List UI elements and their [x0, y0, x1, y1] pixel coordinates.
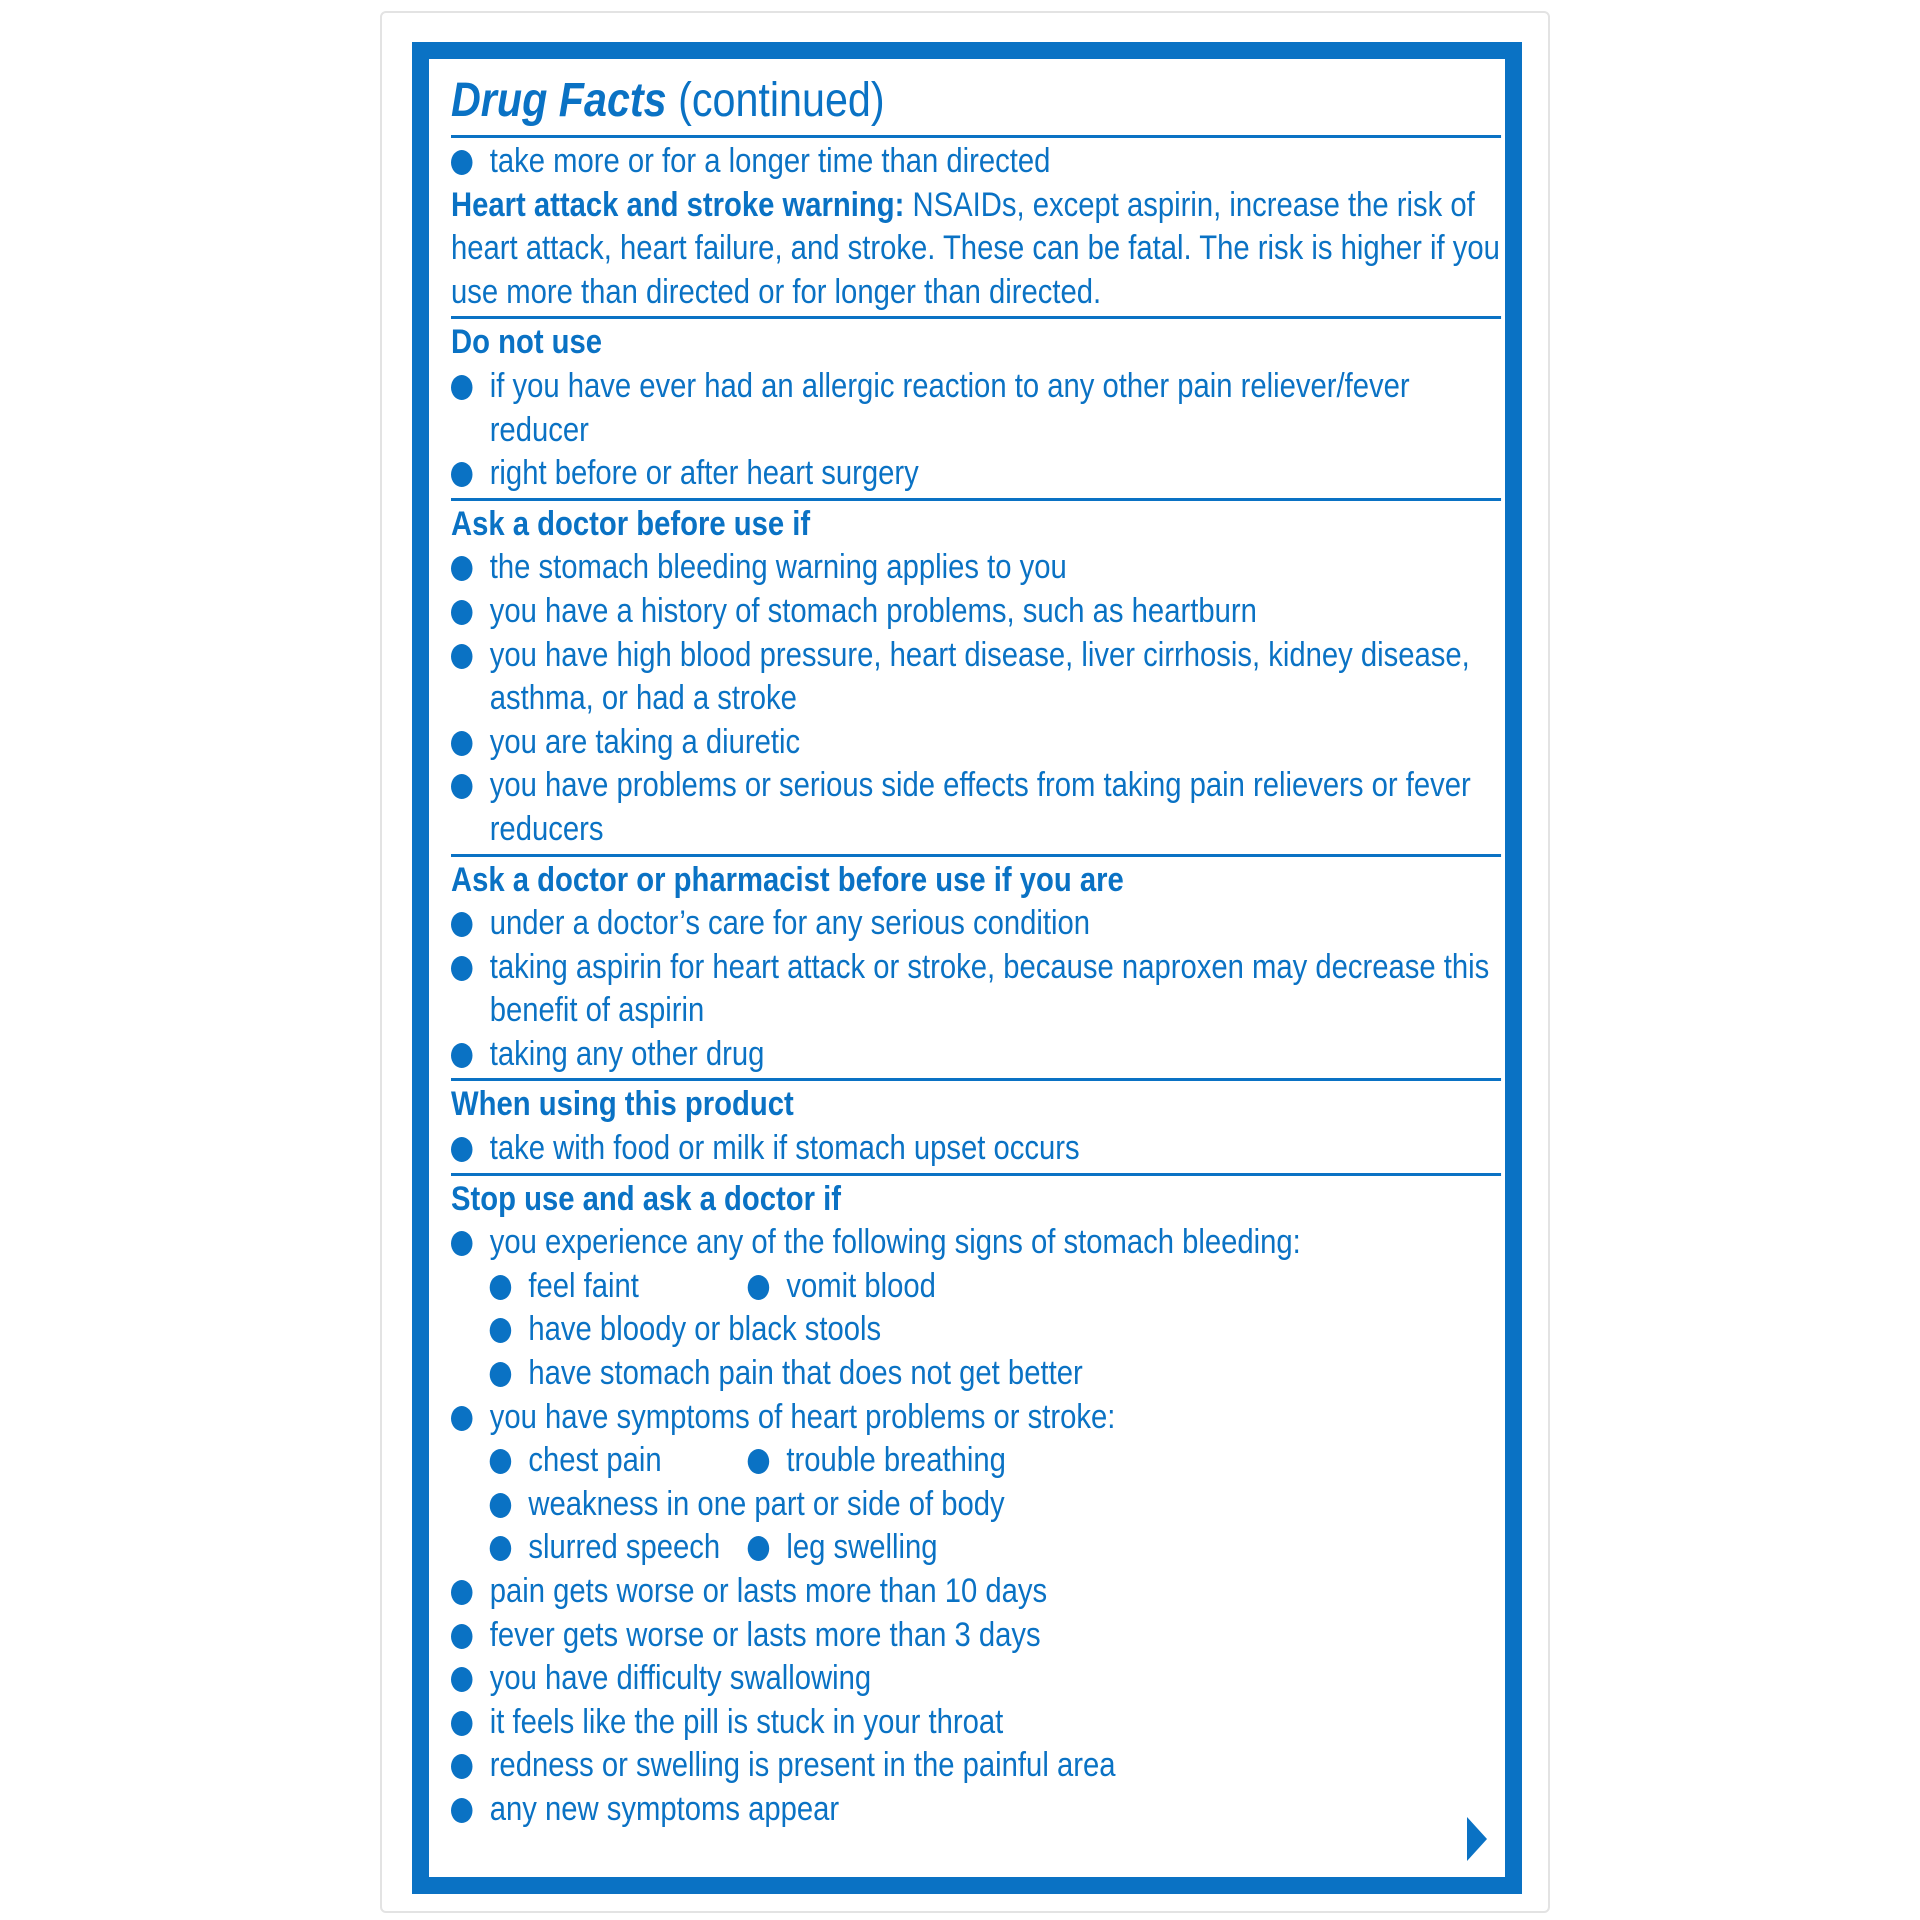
- bullet-dot-icon: [490, 1362, 512, 1387]
- item-text: if you have ever had an allergic reaction to any other pain reliever/fever reducer: [489, 366, 1410, 449]
- sub-list-item: [490, 1308, 881, 1352]
- bullet-dot-icon: [451, 375, 473, 400]
- item-text: the stomach bleeding warning applies to you: [489, 548, 1067, 587]
- sub-list-item: [748, 1439, 1006, 1483]
- bullet-dot-icon: [451, 912, 473, 937]
- bullet-dot-icon: [451, 1231, 473, 1256]
- list-item: [451, 902, 1501, 946]
- list-item: [451, 546, 1501, 590]
- item-text: you experience any of the following signs of stomach bleeding:: [489, 1223, 1301, 1262]
- bullet-dot-icon: [451, 1754, 473, 1779]
- bullet-dot-icon: [451, 1406, 473, 1431]
- section-heading: Ask a doctor before use if: [451, 504, 811, 543]
- item-text: take with food or milk if stomach upset occurs: [489, 1129, 1080, 1168]
- item-text: fever gets worse or lasts more than 3 days: [489, 1615, 1041, 1654]
- list-item: [451, 1744, 1501, 1788]
- list-item: [451, 1701, 1501, 1745]
- item-text: vomit blood: [786, 1266, 936, 1305]
- list-item: [451, 1614, 1501, 1658]
- list-item: [451, 1570, 1501, 1614]
- item-text: have bloody or black stools: [528, 1310, 882, 1349]
- item-text: right before or after heart surgery: [489, 454, 919, 493]
- sub-list-item: [490, 1352, 1083, 1396]
- list-item: [451, 1396, 1501, 1440]
- bullet-dot-icon: [451, 774, 473, 799]
- list-item: [451, 1657, 1501, 1701]
- section-heading: Stop use and ask a doctor if: [451, 1179, 841, 1218]
- when-using-section: [451, 1081, 1501, 1172]
- bullet-dot-icon: [490, 1449, 512, 1474]
- list-item: [451, 590, 1501, 634]
- bullet-dot-icon: [490, 1536, 512, 1561]
- list-item: [451, 721, 1501, 765]
- heart-warning: [451, 184, 1501, 315]
- heart-warning-label: Heart attack and stroke warning:: [451, 185, 905, 224]
- item-text: taking any other drug: [489, 1034, 765, 1073]
- bullet-dot-icon: [451, 1137, 473, 1162]
- bullet-dot-icon: [748, 1449, 770, 1474]
- list-item: [451, 1788, 1501, 1832]
- list-item: [451, 1033, 1501, 1077]
- stop-use-section: [451, 1176, 1501, 1834]
- item-text: under a doctor’s care for any serious condition: [489, 904, 1091, 943]
- list-item: [451, 452, 1501, 496]
- bullet-dot-icon: [748, 1536, 770, 1561]
- sub-list-item: [490, 1526, 720, 1570]
- sub-list-item: [490, 1265, 639, 1309]
- bullet-dot-icon: [451, 150, 473, 175]
- list-item: [451, 1221, 1501, 1265]
- ask-doctor-section: [451, 501, 1501, 854]
- item-text: you have a history of stomach problems, such as heartburn: [489, 591, 1257, 630]
- bullet-dot-icon: [451, 1667, 473, 1692]
- bullet-dot-icon: [490, 1318, 512, 1343]
- sub-list-row: [451, 1483, 1501, 1527]
- item-text: take more or for a longer time than directed: [489, 142, 1051, 180]
- title-bold: Drug Facts: [451, 74, 667, 127]
- bullet-dot-icon: [451, 1624, 473, 1649]
- list-item: [451, 634, 1501, 721]
- list-item: [451, 1127, 1501, 1171]
- sub-list-row: [451, 1265, 1501, 1309]
- item-text: feel faint: [528, 1266, 639, 1305]
- sub-list-row: [451, 1439, 1501, 1483]
- ask-pharmacist-section: [451, 857, 1501, 1079]
- section-heading: Do not use: [451, 323, 603, 362]
- sub-list-item: [748, 1526, 938, 1570]
- section-heading: Ask a doctor or pharmacist before use if you are: [451, 860, 1124, 899]
- list-item: [451, 946, 1501, 1033]
- drug-facts-content: [451, 69, 1501, 1834]
- do-not-use-section: [451, 319, 1501, 497]
- bullet-dot-icon: [490, 1493, 512, 1518]
- item-text: you have problems or serious side effects from taking pain relievers or fever reducers: [489, 766, 1471, 848]
- item-text: you have high blood pressure, heart disease, liver cirrhosis, kidney disease, asthma, or had a stroke: [489, 635, 1470, 718]
- item-text: weakness in one part or side of body: [528, 1484, 1005, 1523]
- bullet-dot-icon: [451, 556, 473, 581]
- title-rest: (continued): [678, 74, 885, 127]
- bullet-dot-icon: [451, 1711, 473, 1736]
- item-text: pain gets worse or lasts more than 10 days: [489, 1572, 1048, 1610]
- bullet-dot-icon: [451, 600, 473, 625]
- section-heading: When using this product: [451, 1085, 794, 1124]
- bullet-dot-icon: [748, 1275, 770, 1300]
- item-text: taking aspirin for heart attack or stroke, because naproxen may decrease this benefit of aspirin: [489, 947, 1490, 1030]
- sub-list-row: [451, 1352, 1501, 1396]
- item-text: redness or swelling is present in the painful area: [489, 1746, 1116, 1785]
- item-text: trouble breathing: [786, 1441, 1006, 1480]
- item-text: you are taking a diuretic: [489, 722, 801, 761]
- warnings-section: [451, 138, 1501, 316]
- heart-warning-text: NSAIDs, except aspirin, increase the risk of heart attack, heart failure, and stroke. These can be fatal. The risk is higher if you use more than directed or for longer than directed.: [451, 185, 1500, 311]
- bullet-dot-icon: [451, 1798, 473, 1823]
- list-item: [451, 764, 1501, 851]
- list-item: [451, 140, 1501, 184]
- bullet-dot-icon: [490, 1275, 512, 1300]
- item-text: slurred speech: [528, 1528, 721, 1567]
- sub-list-row: [451, 1308, 1501, 1352]
- sub-list-item: [490, 1483, 1005, 1527]
- drug-facts-panel: [412, 42, 1522, 1894]
- sub-list-item: [490, 1439, 662, 1483]
- bullet-dot-icon: [451, 731, 473, 756]
- item-text: you have symptoms of heart problems or stroke:: [489, 1397, 1116, 1436]
- bullet-dot-icon: [451, 1580, 473, 1605]
- bullet-dot-icon: [451, 1043, 473, 1068]
- bullet-dot-icon: [451, 462, 473, 487]
- continue-arrow-icon: [1467, 1817, 1487, 1861]
- page-title: [451, 69, 1501, 135]
- item-text: you have difficulty swallowing: [489, 1659, 872, 1698]
- bullet-dot-icon: [451, 644, 473, 669]
- bullet-dot-icon: [451, 956, 473, 981]
- sub-list-item: [748, 1265, 936, 1309]
- item-text: any new symptoms appear: [489, 1789, 840, 1828]
- item-text: have stomach pain that does not get better: [528, 1354, 1083, 1393]
- item-text: leg swelling: [786, 1528, 938, 1567]
- item-text: it feels like the pill is stuck in your throat: [489, 1702, 1004, 1741]
- item-text: chest pain: [528, 1441, 662, 1480]
- list-item: [451, 365, 1501, 452]
- sub-list-row: [451, 1526, 1501, 1570]
